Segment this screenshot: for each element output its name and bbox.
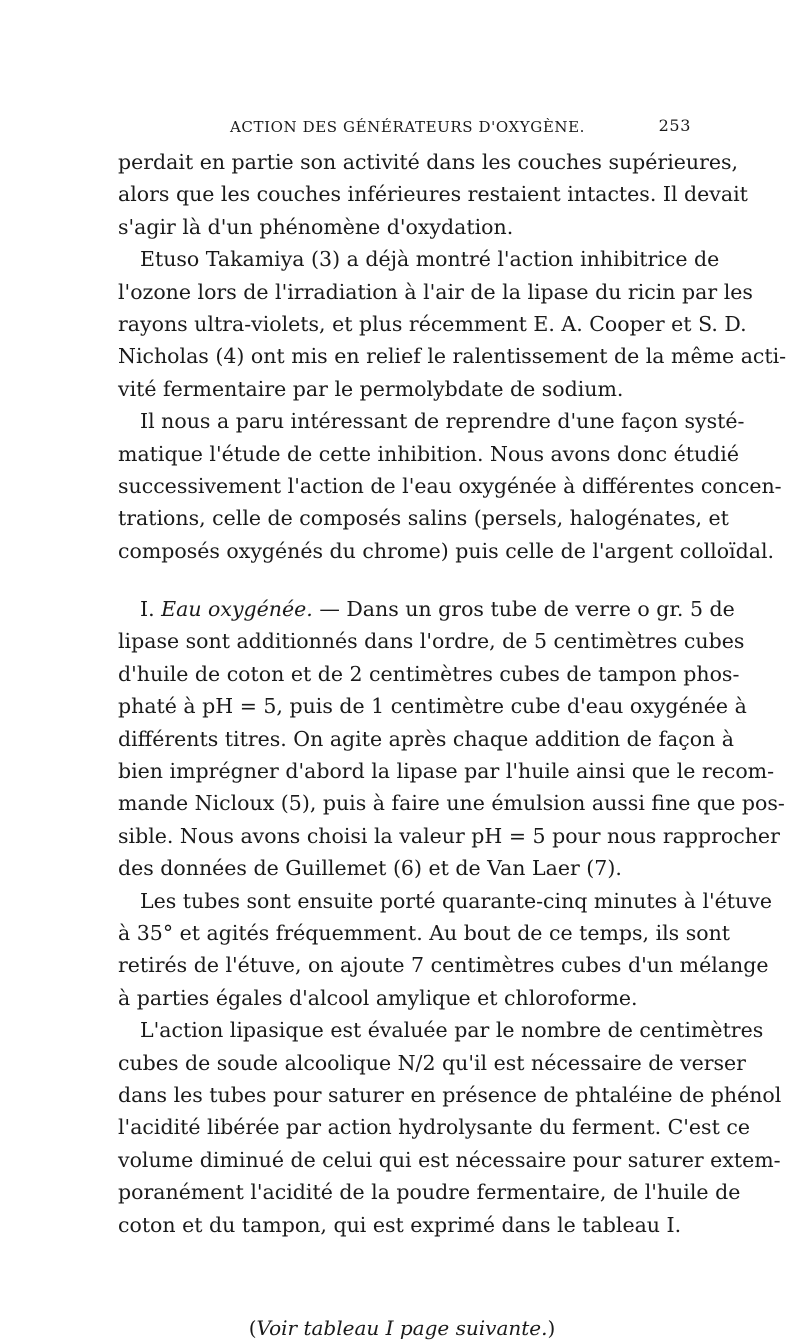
text-line: Il nous a paru intéressant de reprendre d'une façon systé- — [140, 409, 745, 434]
text-line: trations, celle de composés salins (persels, halogénates, et — [118, 506, 729, 531]
text-line: coton et du tampon, qui est exprimé dans le tableau I. — [118, 1212, 682, 1237]
paragraph — [118, 885, 772, 1015]
section-gap — [118, 567, 686, 593]
paragraph — [118, 243, 787, 405]
text-line: s'agir là d'un phénomène d'oxydation. — [118, 214, 514, 239]
text-line: volume diminué de celui qui est nécessaire pour saturer extem- — [118, 1147, 781, 1172]
section-eau-oxygenee — [118, 593, 785, 885]
text-line: composés oxygénés du chrome) puis celle de l'argent colloïdal. — [118, 538, 775, 563]
text-line: alors que les couches inférieures restaient intactes. Il devait — [118, 182, 748, 207]
section-first-line-text: — Dans un gros tube de verre o gr. 5 de — [312, 597, 735, 622]
text-line: différents titres. On agite après chaque addition de façon à — [118, 726, 735, 751]
section-first-line — [118, 593, 735, 625]
text-line: l'acidité libérée par action hydrolysante du ferment. C'est ce — [118, 1115, 750, 1140]
text-line: Etuso Takamiya (3) a déjà montré l'action inhibitrice de — [140, 247, 720, 272]
text-line: perdait en partie son activité dans les couches supérieures, — [118, 150, 739, 174]
text-line: sible. Nous avons choisi la valeur pH = 5 pour nous rapprocher — [118, 823, 780, 848]
section-number: I. — [140, 597, 155, 622]
body-text — [118, 146, 787, 1241]
note-text: Voir tableau I page suivante. — [256, 1315, 548, 1340]
text-line: Nicholas (4) ont mis en relief le ralentissement de la même acti- — [118, 344, 787, 369]
paragraph — [118, 405, 782, 567]
text-line: L'action lipasique est évaluée par le nombre de centimètres — [140, 1018, 764, 1043]
text-line: retirés de l'étuve, on ajoute 7 centimètres cubes d'un mélange — [118, 953, 769, 978]
text-line: mande Nicloux (5), puis à faire une émulsion aussi fine que pos- — [118, 791, 785, 816]
section-title: Eau oxygénée. — [161, 597, 313, 622]
note-open-paren: ( — [248, 1315, 257, 1340]
text-line: rayons ultra-violets, et plus récemment E. A. Cooper et S. D. — [118, 311, 747, 336]
text-line: poranément l'acidité de la poudre fermentaire, de l'huile de — [118, 1180, 741, 1205]
text-line: matique l'étude de cette inhibition. Nous avons donc étudié — [118, 441, 739, 466]
text-line: phaté à pH = 5, puis de 1 centimètre cube d'eau oxygénée à — [118, 694, 747, 719]
text-line: à 35° et agités fréquemment. Au bout de ce temps, ils sont — [118, 920, 731, 945]
text-line: lipase sont additionnés dans l'ordre, de 5 centimètres cubes — [118, 629, 745, 654]
text-line: dans les tubes pour saturer en présence de phtaléine de phénol — [118, 1082, 782, 1107]
running-head — [118, 112, 691, 144]
paragraph — [118, 146, 748, 243]
page-number: 253 — [658, 116, 691, 135]
text-line: Les tubes sont ensuite porté quarante-cinq minutes à l'étuve — [140, 888, 772, 913]
text-line: bien imprégner d'abord la lipase par l'huile ainsi que le recom- — [118, 759, 775, 784]
text-line: successivement l'action de l'eau oxygénée à différentes concen- — [118, 473, 782, 498]
note-close-paren: ) — [547, 1315, 556, 1340]
text-line: à parties égales d'alcool amylique et chloroforme. — [118, 985, 638, 1010]
text-line: des données de Guillemet (6) et de Van Laer (7). — [118, 856, 622, 881]
table-reference-note — [118, 1313, 686, 1343]
page — [118, 112, 787, 1343]
text-line: vité fermentaire par le permolybdate de sodium. — [118, 376, 624, 401]
running-title: ACTION DES GÉNÉRATEURS D'OXYGÈNE. — [230, 118, 586, 136]
text-line: cubes de soude alcoolique N/2 qu'il est nécessaire de verser — [118, 1050, 746, 1075]
paragraph — [118, 1014, 782, 1241]
text-line: d'huile de coton et de 2 centimètres cubes de tampon phos- — [118, 661, 740, 686]
text-line: l'ozone lors de l'irradiation à l'air de la lipase du ricin par les — [118, 279, 753, 304]
